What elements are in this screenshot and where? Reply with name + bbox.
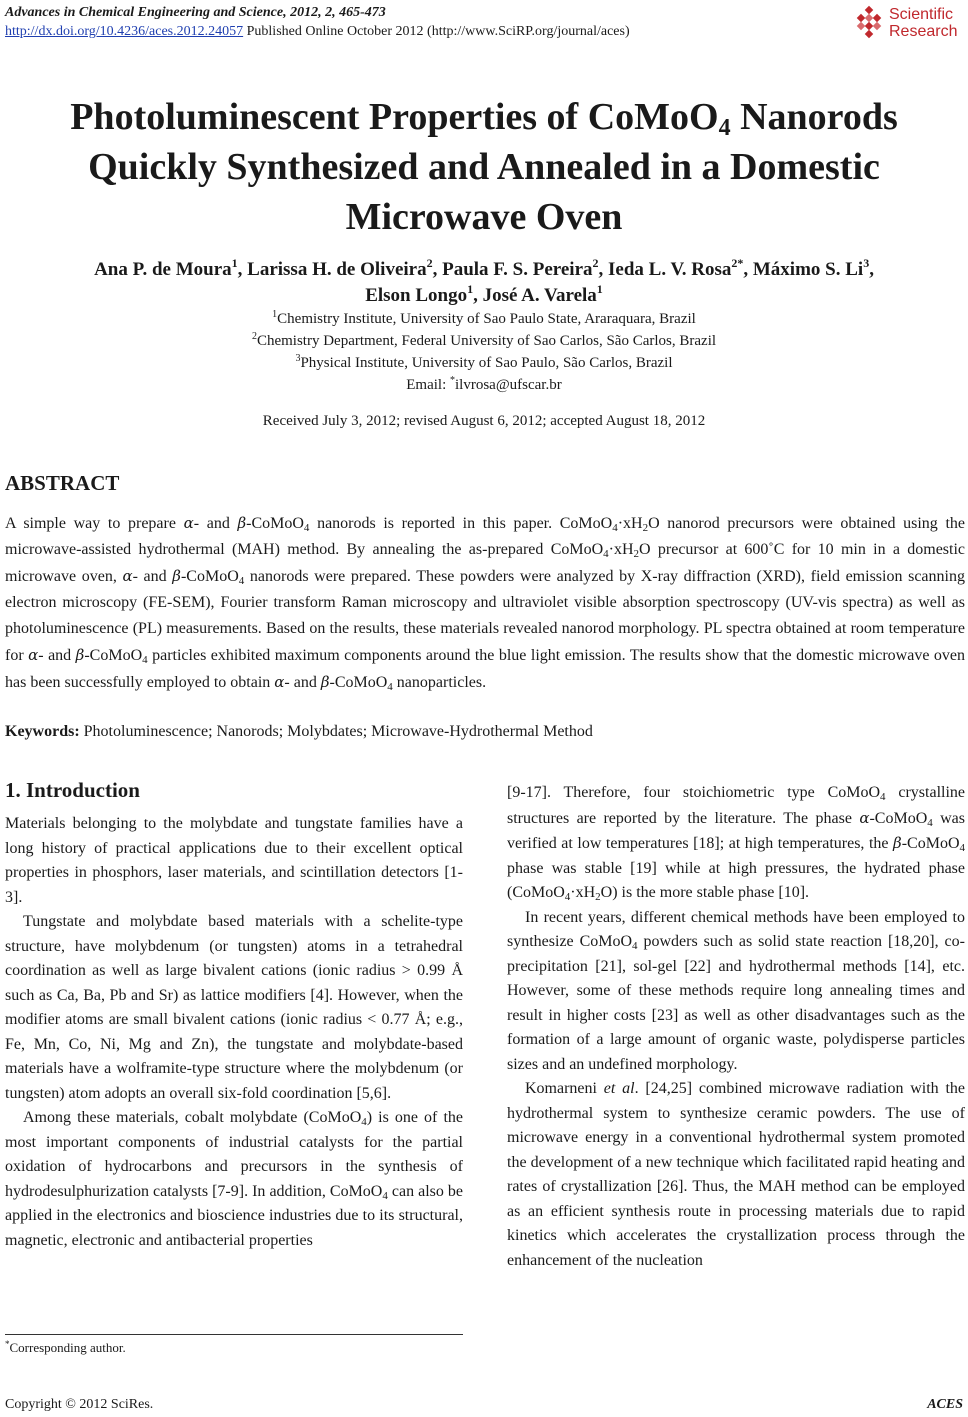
intro-paragraph-4: [9-17]. Therefore, four stoichiometric type CoMoO$_4$ crystalline structures are reported by the literature. The phase α-CoMoO$_4$ was verified at low temperatures [18]; at high temperatures, the β-CoMoO$_4$ phase was stable [19] while at high pressures, the hydrated phase $(CoMoO_4\cdot xH_2O)$ is the more stable phase [10]. [507, 784, 966, 903]
logo-mark-icon [851, 5, 887, 41]
title-line-3: Microwave Oven [345, 196, 623, 238]
intro-paragraph-3: Among these materials, cobalt molybdate (CoMoO$_4$) is one of the most important components of industrial catalysts for the partial oxidation of hydrocarbons and precursors in the synthesis of hydrodesulphurization catalysts [7-9]. In addition, CoMoO$_4$ can also be applied in the electronics and bioscience industries due to its structural, magnetic, electronic and antibacterial properties [5, 1109, 464, 1249]
author-line-2: Elson Longo$^1$, José A. Varela$^1$ [365, 282, 603, 306]
keywords-label: Keywords: [5, 723, 80, 740]
intro-paragraph-5: In recent years, different chemical methods have been employed to synthesize CoMoO$_4$ powders such as solid state reaction [18,20], co-precipitation [21], sol-gel [22] and hydrothermal methods [14], etc. However, some of these methods require long annealing times and result in higher costs [23] as well as other disadvantages such as the formation of a large amount of organic waste, polydisperse particles sizes and an undefined morphology. [507, 908, 965, 1073]
keywords [5, 720, 965, 744]
abstract-text: A simple way to prepare α- and β-CoMoO$_4$ nanorods is reported in this paper. $CoMoO_4\cdot xH_2O$ nanorod precursors were obtained using the microwave-assisted hydrothermal (MAH) method. By annealing the as-prepared $CoMoO_4\cdot xH_2O$ precursor at 600˚C for 10 min in a domestic microwave oven, α- and β-CoMoO$_4$ nanorods were prepared. These powders were analyzed by X-ray diffraction (XRD), field emission scanning electron microscopy (FE-SEM), Fourier transform Raman microscopy and ultraviolet visible absorption spectroscopy (UV-vis spectra) as well as photoluminescence (PL) measurements. Based on the results, these materials revealed nanorod morphology. PL spectra obtained at room temperature for α- and β-CoMoO$_4$ particles exhibited maximum components around the blue light emission. The results show that the domestic microwave oven has been successfully employed to obtain α- and β-CoMoO$_4$ nanoparticles. [5, 514, 966, 693]
journal-header [5, 3, 805, 41]
logo-line-1: Scientific [889, 6, 954, 23]
doi-line [5, 22, 805, 41]
contact-email: Email: *ilvrosa@ufscar.br [406, 375, 562, 393]
abstract-heading: ABSTRACT [5, 471, 120, 495]
left-column [5, 776, 463, 1253]
right-column [507, 781, 965, 1273]
publisher-logo [851, 3, 967, 43]
logo-text [889, 6, 957, 40]
section-heading-introduction: 1. Introduction [5, 778, 140, 802]
title-line-2: Quickly Synthesized and Annealed in a Domestic [88, 146, 880, 188]
doi-link[interactable]: http://dx.doi.org/10.4236/aces.2012.24057 [5, 24, 244, 39]
footnote: *Corresponding author. [5, 1339, 126, 1355]
affiliation-3: $^3$Physical Institute, University of Sao Paulo, São Carlos, Brazil [295, 353, 673, 371]
published-info: Published Online October 2012 (http://www.SciRP.org/journal/aces) [243, 24, 630, 39]
keywords-text: Photoluminescence; Nanorods; Molybdates; Microwave-Hydrothermal Method [79, 723, 593, 740]
footnote-divider [5, 1334, 463, 1335]
author-line-1: Ana P. de Moura$^1$, Larissa H. de Oliveira$^2$, Paula F. S. Pereira$^2$, Ieda L. V. Rosa$^{2*}$, Máximo S. Li$^3$, [94, 256, 874, 280]
journal-citation: Advances in Chemical Engineering and Science, 2012, 2, 465-473 [5, 5, 386, 20]
title-line-1: Photoluminescent Properties of CoMoO$_4$ Nanorods [70, 96, 898, 141]
logo-line-2: Research [889, 23, 958, 40]
paper-title [20, 92, 948, 242]
intro-paragraph-1: Materials belonging to the molybdate and tungstate families have a long history of practical applications due to their excellent optical properties in phosphors, laser materials, and scintillation detectors [1-3]. [5, 815, 463, 906]
affiliations [10, 308, 958, 396]
affiliation-1: $^1$Chemistry Institute, University of Sao Paulo State, Araraquara, Brazil [272, 309, 696, 327]
intro-paragraph-6: Komarneni et al. [24,25] combined microwave radiation with the hydrothermal system to synthesize ceramic powders. The use of microwave energy in a conventional hydrothermal system promoted the development of a new technique which facilitated rapid heating and rates of crystallization [26]. Thus, the MAH method can be employed as an efficient synthesis route in processing materials due to rapid kinetics which accelerates the crystallization process through the enhancement of the nucleation [507, 1080, 966, 1269]
author-list [10, 257, 958, 309]
journal-abbreviation: ACES [927, 1397, 963, 1412]
affiliation-2: $^2$Chemistry Department, Federal University of Sao Carlos, São Carlos, Brazil [251, 331, 717, 349]
copyright: Copyright © 2012 SciRes. [5, 1397, 154, 1412]
received-dates: Received July 3, 2012; revised August 6, 2012; accepted August 18, 2012 [262, 413, 706, 429]
intro-paragraph-2: Tungstate and molybdate based materials with a schelite-type structure, have molybdenum (or tungsten) atoms in a tetrahedral coordination as well as large bivalent cations (ionic radius > 0.99 Å such as Ca, Ba, Pb and Sr) as lattice modifiers [4]. However, when the modifier atoms are small bivalent cations (ionic radius < 0.77 Å; e.g., Fe, Mn, Co, Ni, Mg and Zn), the tungstate and molybdate-based materials have a wolframite-type structure where the molybdenum (or tungsten) atom adopts an overall six-fold coordination [5,6]. [5, 913, 463, 1102]
